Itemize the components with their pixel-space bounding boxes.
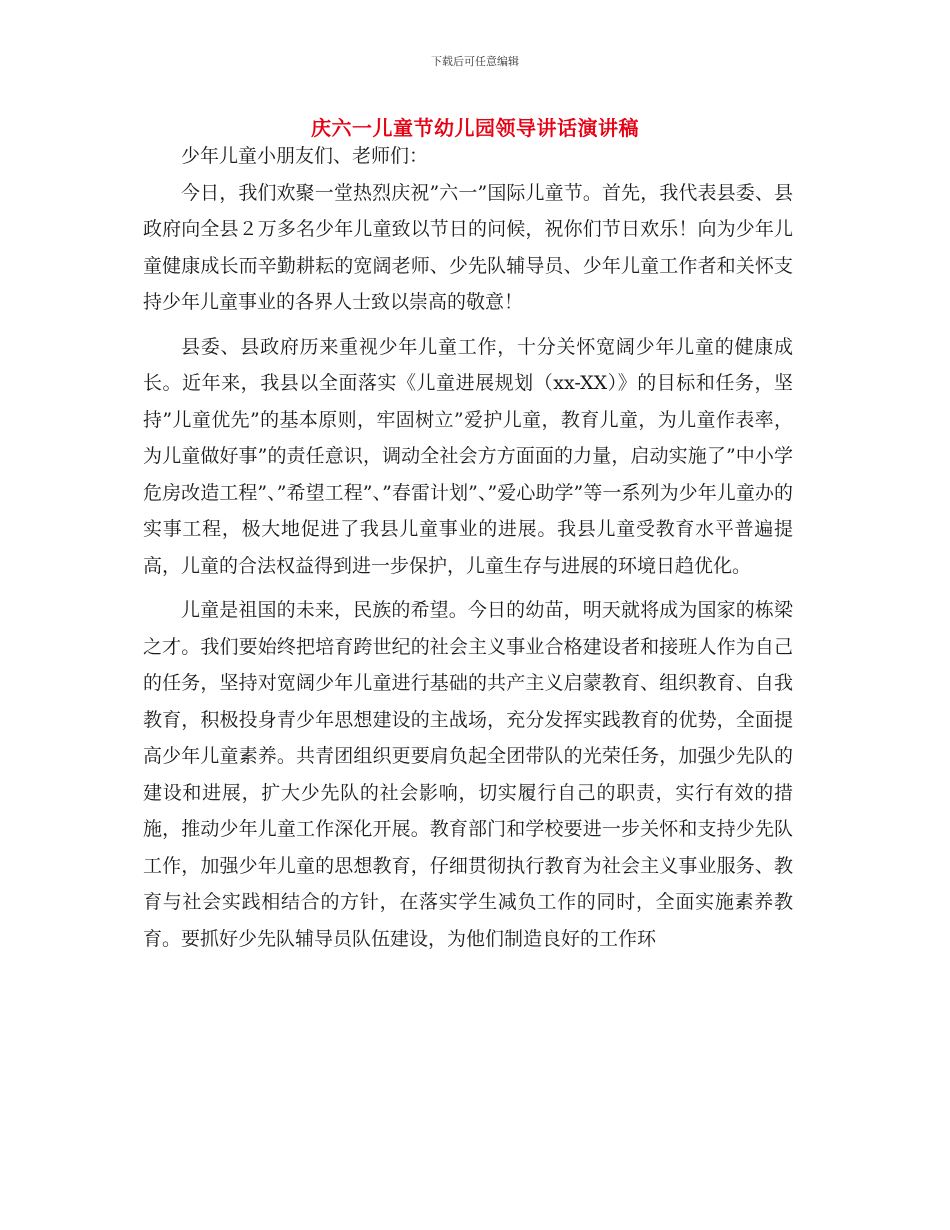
body-paragraph: 儿童是祖国的未来，民族的希望。今日的幼苗，明天就将成为国家的栋梁之才。我们要始终把培育跨世纪的社会主义事业合格建设者和接班人作为自己的任务，坚持对宽阔少年儿童进行基础的共产主义启蒙教育、组织教育、自我教育，积极投身青少年思想建设的主战场，充分发挥实践教育的优势，全面提高少年儿童素养。共青团组织更要肩负起全团带队的光荣任务，加强少先队的建设和进展，扩大少先队的社会影响，切实履行自己的职责，实行有效的措施，推动少年儿童工作深化开展。教育部门和学校要进一步关怀和支持少先队工作，加强少年儿童的思想教育，仔细贯彻执行教育为社会主义事业服务、教育与社会实践相结合的方针，在落实学生减负工作的同时，全面实施素养教育。要抓好少先队辅导员队伍建设，为他们制造良好的工作环 [143,599,793,950]
greeting-paragraph: 少年儿童小朋友们、老师们： [181,145,429,167]
document-title: 庆六一儿童节幼儿园领导讲话演讲稿 [311,116,639,140]
body-paragraph: 今日，我们欢聚一堂热烈庆祝”六一”国际儿童节。首先，我代表县委、县政府向全县２万多名少年儿童致以节日的问候，祝你们节日欢乐！向为少年儿童健康成长而辛勤耕耘的宽阔老师、少先队辅导员、少年儿童工作者和关怀支持少年儿童事业的各界人士致以崇高的敬意！ [143,181,793,313]
body-paragraph: 县委、县政府历来重视少年儿童工作，十分关怀宽阔少年儿童的健康成长。近年来，我县以全面落实《儿童进展规划（xx-XX）》的目标和任务，坚持”儿童优先”的基本原则，牢固树立”爱护儿童，教育儿童，为儿童作表率，为儿童做好事”的责任意识，调动全社会方方面面的力量，启动实施了”中小学危房改造工程”、”希望工程”、”春雷计划”、”爱心助学”等一系列为少年儿童办的实事工程，极大地促进了我县儿童事业的进展。我县儿童受教育水平普遍提高，儿童的合法权益得到进一步保护，儿童生存与进展的环境日趋优化。 [143,335,793,577]
header-note: 下载后可任意编辑 [431,55,519,68]
document-body [143,138,793,957]
